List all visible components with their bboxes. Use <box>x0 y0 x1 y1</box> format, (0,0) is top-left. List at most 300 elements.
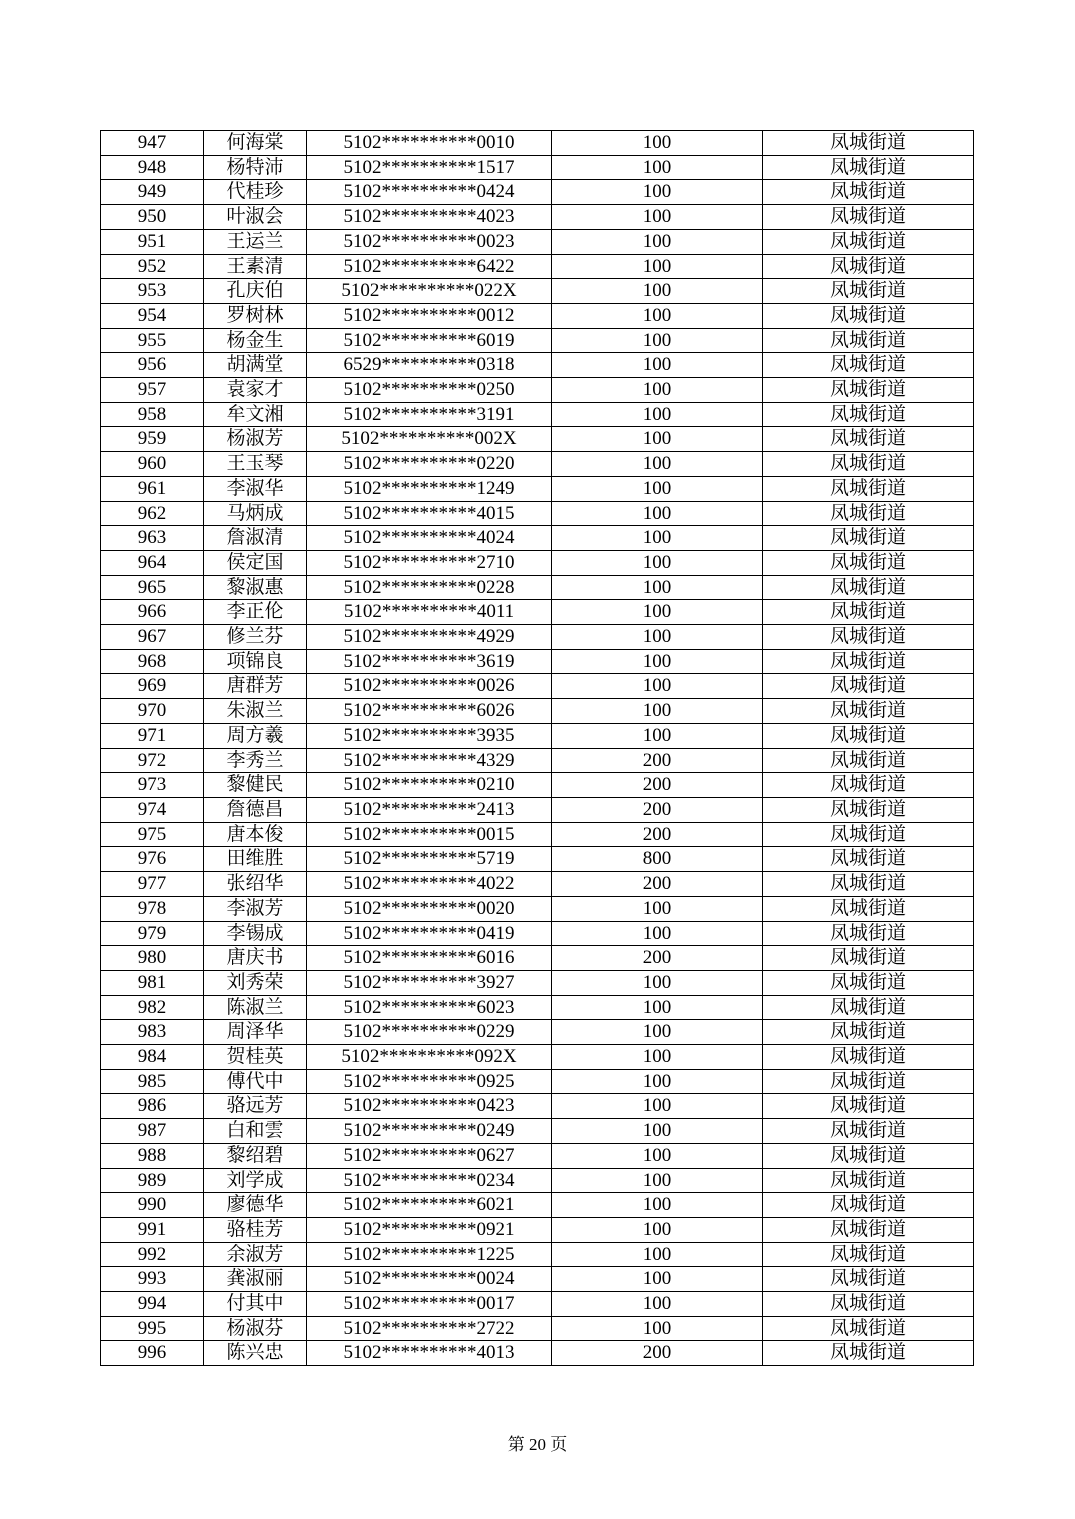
table-row <box>101 131 974 156</box>
name-cell: 王运兰 <box>204 229 307 254</box>
amount-cell: 100 <box>552 1316 763 1341</box>
table-row <box>101 872 974 897</box>
street-cell: 凤城街道 <box>763 550 974 575</box>
id-number-cell: 5102**********4022 <box>307 872 552 897</box>
row-number-cell: 961 <box>101 476 204 501</box>
street-cell: 凤城街道 <box>763 1119 974 1144</box>
amount-cell: 100 <box>552 526 763 551</box>
amount-cell: 100 <box>552 896 763 921</box>
table-row <box>101 452 974 477</box>
row-number-cell: 971 <box>101 723 204 748</box>
table-row <box>101 723 974 748</box>
name-cell: 骆桂芳 <box>204 1217 307 1242</box>
name-cell: 张绍华 <box>204 872 307 897</box>
id-number-cell: 5102**********2722 <box>307 1316 552 1341</box>
amount-cell: 100 <box>552 254 763 279</box>
table-row <box>101 279 974 304</box>
table-row <box>101 1069 974 1094</box>
street-cell: 凤城街道 <box>763 773 974 798</box>
amount-cell: 200 <box>552 797 763 822</box>
name-cell: 唐庆书 <box>204 946 307 971</box>
id-number-cell: 5102**********0234 <box>307 1168 552 1193</box>
id-number-cell: 5102**********4023 <box>307 205 552 230</box>
name-cell: 陈淑兰 <box>204 995 307 1020</box>
id-number-cell: 5102**********4015 <box>307 501 552 526</box>
amount-cell: 100 <box>552 155 763 180</box>
amount-cell: 200 <box>552 946 763 971</box>
table-row <box>101 921 974 946</box>
table-row <box>101 1020 974 1045</box>
row-number-cell: 985 <box>101 1069 204 1094</box>
id-number-cell: 5102**********0024 <box>307 1267 552 1292</box>
table-row <box>101 1341 974 1366</box>
name-cell: 唐本俊 <box>204 822 307 847</box>
row-number-cell: 976 <box>101 847 204 872</box>
name-cell: 詹德昌 <box>204 797 307 822</box>
row-number-cell: 975 <box>101 822 204 847</box>
id-number-cell: 5102**********3619 <box>307 649 552 674</box>
table-row <box>101 550 974 575</box>
table-row <box>101 229 974 254</box>
amount-cell: 100 <box>552 1217 763 1242</box>
table-row <box>101 797 974 822</box>
street-cell: 凤城街道 <box>763 921 974 946</box>
name-cell: 杨特沛 <box>204 155 307 180</box>
table-row <box>101 1217 974 1242</box>
table-row <box>101 155 974 180</box>
id-number-cell: 5102**********3935 <box>307 723 552 748</box>
street-cell: 凤城街道 <box>763 131 974 156</box>
amount-cell: 200 <box>552 773 763 798</box>
table-row <box>101 1143 974 1168</box>
name-cell: 朱淑兰 <box>204 699 307 724</box>
row-number-cell: 959 <box>101 427 204 452</box>
street-cell: 凤城街道 <box>763 229 974 254</box>
id-number-cell: 5102**********0010 <box>307 131 552 156</box>
table-row <box>101 995 974 1020</box>
street-cell: 凤城街道 <box>763 1267 974 1292</box>
id-number-cell: 5102**********6019 <box>307 328 552 353</box>
name-cell: 周方羲 <box>204 723 307 748</box>
row-number-cell: 949 <box>101 180 204 205</box>
amount-cell: 100 <box>552 674 763 699</box>
name-cell: 田维胜 <box>204 847 307 872</box>
row-number-cell: 958 <box>101 402 204 427</box>
street-cell: 凤城街道 <box>763 649 974 674</box>
table-row <box>101 1316 974 1341</box>
amount-cell: 100 <box>552 625 763 650</box>
street-cell: 凤城街道 <box>763 427 974 452</box>
name-cell: 孔庆伯 <box>204 279 307 304</box>
row-number-cell: 948 <box>101 155 204 180</box>
street-cell: 凤城街道 <box>763 748 974 773</box>
id-number-cell: 6529**********0318 <box>307 353 552 378</box>
id-number-cell: 5102**********3191 <box>307 402 552 427</box>
street-cell: 凤城街道 <box>763 1143 974 1168</box>
id-number-cell: 5102**********0228 <box>307 575 552 600</box>
table-row <box>101 1242 974 1267</box>
amount-cell: 100 <box>552 550 763 575</box>
row-number-cell: 954 <box>101 303 204 328</box>
amount-cell: 100 <box>552 921 763 946</box>
name-cell: 贺桂英 <box>204 1045 307 1070</box>
table-row <box>101 625 974 650</box>
row-number-cell: 986 <box>101 1094 204 1119</box>
row-number-cell: 977 <box>101 872 204 897</box>
street-cell: 凤城街道 <box>763 1316 974 1341</box>
table-row <box>101 1193 974 1218</box>
street-cell: 凤城街道 <box>763 896 974 921</box>
row-number-cell: 987 <box>101 1119 204 1144</box>
id-number-cell: 5102**********0419 <box>307 921 552 946</box>
name-cell: 黎淑惠 <box>204 575 307 600</box>
street-cell: 凤城街道 <box>763 822 974 847</box>
name-cell: 王玉琴 <box>204 452 307 477</box>
street-cell: 凤城街道 <box>763 797 974 822</box>
name-cell: 李淑芳 <box>204 896 307 921</box>
row-number-cell: 996 <box>101 1341 204 1366</box>
street-cell: 凤城街道 <box>763 1045 974 1070</box>
name-cell: 王素清 <box>204 254 307 279</box>
table-row <box>101 180 974 205</box>
street-cell: 凤城街道 <box>763 328 974 353</box>
row-number-cell: 988 <box>101 1143 204 1168</box>
name-cell: 黎绍碧 <box>204 1143 307 1168</box>
row-number-cell: 974 <box>101 797 204 822</box>
row-number-cell: 970 <box>101 699 204 724</box>
street-cell: 凤城街道 <box>763 452 974 477</box>
id-number-cell: 5102**********0921 <box>307 1217 552 1242</box>
name-cell: 刘学成 <box>204 1168 307 1193</box>
table-row <box>101 699 974 724</box>
table-row <box>101 970 974 995</box>
street-cell: 凤城街道 <box>763 526 974 551</box>
row-number-cell: 981 <box>101 970 204 995</box>
table-row <box>101 402 974 427</box>
name-cell: 周泽华 <box>204 1020 307 1045</box>
amount-cell: 100 <box>552 402 763 427</box>
row-number-cell: 963 <box>101 526 204 551</box>
amount-cell: 100 <box>552 970 763 995</box>
row-number-cell: 984 <box>101 1045 204 1070</box>
amount-cell: 100 <box>552 476 763 501</box>
id-number-cell: 5102**********0017 <box>307 1292 552 1317</box>
amount-cell: 100 <box>552 205 763 230</box>
name-cell: 唐群芳 <box>204 674 307 699</box>
street-cell: 凤城街道 <box>763 501 974 526</box>
amount-cell: 100 <box>552 229 763 254</box>
street-cell: 凤城街道 <box>763 872 974 897</box>
amount-cell: 100 <box>552 452 763 477</box>
street-cell: 凤城街道 <box>763 1341 974 1366</box>
amount-cell: 100 <box>552 1119 763 1144</box>
id-number-cell: 5102**********4011 <box>307 600 552 625</box>
id-number-cell: 5102**********0220 <box>307 452 552 477</box>
id-number-cell: 5102**********002X <box>307 427 552 452</box>
table-row <box>101 896 974 921</box>
row-number-cell: 966 <box>101 600 204 625</box>
street-cell: 凤城街道 <box>763 575 974 600</box>
id-number-cell: 5102**********6021 <box>307 1193 552 1218</box>
amount-cell: 100 <box>552 575 763 600</box>
name-cell: 杨金生 <box>204 328 307 353</box>
table-row <box>101 1168 974 1193</box>
table-row <box>101 254 974 279</box>
row-number-cell: 967 <box>101 625 204 650</box>
row-number-cell: 983 <box>101 1020 204 1045</box>
street-cell: 凤城街道 <box>763 1242 974 1267</box>
id-number-cell: 5102**********0627 <box>307 1143 552 1168</box>
street-cell: 凤城街道 <box>763 970 974 995</box>
name-cell: 刘秀荣 <box>204 970 307 995</box>
id-number-cell: 5102**********4013 <box>307 1341 552 1366</box>
table-row <box>101 600 974 625</box>
amount-cell: 100 <box>552 649 763 674</box>
name-cell: 廖德华 <box>204 1193 307 1218</box>
amount-cell: 100 <box>552 353 763 378</box>
row-number-cell: 992 <box>101 1242 204 1267</box>
name-cell: 代桂珍 <box>204 180 307 205</box>
id-number-cell: 5102**********022X <box>307 279 552 304</box>
row-number-cell: 982 <box>101 995 204 1020</box>
row-number-cell: 964 <box>101 550 204 575</box>
street-cell: 凤城街道 <box>763 1069 974 1094</box>
street-cell: 凤城街道 <box>763 180 974 205</box>
row-number-cell: 965 <box>101 575 204 600</box>
id-number-cell: 5102**********0250 <box>307 378 552 403</box>
name-cell: 骆远芳 <box>204 1094 307 1119</box>
id-number-cell: 5102**********0249 <box>307 1119 552 1144</box>
table-row <box>101 476 974 501</box>
table-row <box>101 353 974 378</box>
name-cell: 马炳成 <box>204 501 307 526</box>
id-number-cell: 5102**********0424 <box>307 180 552 205</box>
amount-cell: 100 <box>552 600 763 625</box>
id-number-cell: 5102**********1517 <box>307 155 552 180</box>
street-cell: 凤城街道 <box>763 946 974 971</box>
id-number-cell: 5102**********2413 <box>307 797 552 822</box>
amount-cell: 100 <box>552 1045 763 1070</box>
table-row <box>101 205 974 230</box>
row-number-cell: 980 <box>101 946 204 971</box>
name-cell: 叶淑会 <box>204 205 307 230</box>
row-number-cell: 951 <box>101 229 204 254</box>
name-cell: 付其中 <box>204 1292 307 1317</box>
amount-cell: 100 <box>552 501 763 526</box>
id-number-cell: 5102**********6016 <box>307 946 552 971</box>
table-row <box>101 847 974 872</box>
table-row <box>101 427 974 452</box>
id-number-cell: 5102**********2710 <box>307 550 552 575</box>
amount-cell: 200 <box>552 748 763 773</box>
street-cell: 凤城街道 <box>763 279 974 304</box>
street-cell: 凤城街道 <box>763 1168 974 1193</box>
amount-cell: 100 <box>552 1020 763 1045</box>
id-number-cell: 5102**********0015 <box>307 822 552 847</box>
id-number-cell: 5102**********4329 <box>307 748 552 773</box>
table-row <box>101 1292 974 1317</box>
street-cell: 凤城街道 <box>763 1193 974 1218</box>
street-cell: 凤城街道 <box>763 1292 974 1317</box>
row-number-cell: 979 <box>101 921 204 946</box>
table-row <box>101 1094 974 1119</box>
name-cell: 牟文湘 <box>204 402 307 427</box>
table-body <box>101 131 974 1366</box>
street-cell: 凤城街道 <box>763 1217 974 1242</box>
row-number-cell: 947 <box>101 131 204 156</box>
row-number-cell: 969 <box>101 674 204 699</box>
row-number-cell: 995 <box>101 1316 204 1341</box>
amount-cell: 200 <box>552 822 763 847</box>
id-number-cell: 5102**********6422 <box>307 254 552 279</box>
amount-cell: 100 <box>552 180 763 205</box>
row-number-cell: 990 <box>101 1193 204 1218</box>
amount-cell: 100 <box>552 328 763 353</box>
id-number-cell: 5102**********092X <box>307 1045 552 1070</box>
table-row <box>101 773 974 798</box>
id-number-cell: 5102**********1249 <box>307 476 552 501</box>
row-number-cell: 960 <box>101 452 204 477</box>
amount-cell: 100 <box>552 1094 763 1119</box>
name-cell: 陈兴忠 <box>204 1341 307 1366</box>
name-cell: 修兰芬 <box>204 625 307 650</box>
row-number-cell: 978 <box>101 896 204 921</box>
amount-cell: 100 <box>552 279 763 304</box>
name-cell: 李正伦 <box>204 600 307 625</box>
street-cell: 凤城街道 <box>763 155 974 180</box>
row-number-cell: 994 <box>101 1292 204 1317</box>
street-cell: 凤城街道 <box>763 205 974 230</box>
table-row <box>101 674 974 699</box>
amount-cell: 100 <box>552 723 763 748</box>
name-cell: 袁家才 <box>204 378 307 403</box>
name-cell: 李秀兰 <box>204 748 307 773</box>
row-number-cell: 991 <box>101 1217 204 1242</box>
street-cell: 凤城街道 <box>763 625 974 650</box>
row-number-cell: 962 <box>101 501 204 526</box>
amount-cell: 100 <box>552 378 763 403</box>
table-row <box>101 822 974 847</box>
table-row <box>101 946 974 971</box>
table-row <box>101 303 974 328</box>
id-number-cell: 5102**********0925 <box>307 1069 552 1094</box>
id-number-cell: 5102**********0020 <box>307 896 552 921</box>
name-cell: 杨淑芳 <box>204 427 307 452</box>
id-number-cell: 5102**********1225 <box>307 1242 552 1267</box>
name-cell: 罗树林 <box>204 303 307 328</box>
table-row <box>101 1267 974 1292</box>
name-cell: 李淑华 <box>204 476 307 501</box>
id-number-cell: 5102**********0210 <box>307 773 552 798</box>
street-cell: 凤城街道 <box>763 303 974 328</box>
amount-cell: 100 <box>552 1168 763 1193</box>
name-cell: 詹淑清 <box>204 526 307 551</box>
id-number-cell: 5102**********6023 <box>307 995 552 1020</box>
amount-cell: 100 <box>552 427 763 452</box>
street-cell: 凤城街道 <box>763 476 974 501</box>
table-row <box>101 1045 974 1070</box>
amount-cell: 100 <box>552 1069 763 1094</box>
street-cell: 凤城街道 <box>763 995 974 1020</box>
amount-cell: 100 <box>552 1267 763 1292</box>
row-number-cell: 993 <box>101 1267 204 1292</box>
amount-cell: 800 <box>552 847 763 872</box>
amount-cell: 100 <box>552 303 763 328</box>
name-cell: 项锦良 <box>204 649 307 674</box>
row-number-cell: 972 <box>101 748 204 773</box>
id-number-cell: 5102**********0012 <box>307 303 552 328</box>
data-table <box>100 130 974 1366</box>
id-number-cell: 5102**********3927 <box>307 970 552 995</box>
table-row <box>101 526 974 551</box>
amount-cell: 100 <box>552 1242 763 1267</box>
street-cell: 凤城街道 <box>763 674 974 699</box>
amount-cell: 100 <box>552 1143 763 1168</box>
id-number-cell: 5102**********5719 <box>307 847 552 872</box>
street-cell: 凤城街道 <box>763 1094 974 1119</box>
amount-cell: 100 <box>552 131 763 156</box>
amount-cell: 200 <box>552 872 763 897</box>
amount-cell: 200 <box>552 1341 763 1366</box>
name-cell: 余淑芳 <box>204 1242 307 1267</box>
row-number-cell: 956 <box>101 353 204 378</box>
street-cell: 凤城街道 <box>763 699 974 724</box>
table-row <box>101 328 974 353</box>
row-number-cell: 950 <box>101 205 204 230</box>
name-cell: 傅代中 <box>204 1069 307 1094</box>
amount-cell: 100 <box>552 699 763 724</box>
table-row <box>101 1119 974 1144</box>
page-number: 第 20 页 <box>507 1435 568 1454</box>
id-number-cell: 5102**********0023 <box>307 229 552 254</box>
table-row <box>101 575 974 600</box>
table-row <box>101 378 974 403</box>
name-cell: 杨淑芬 <box>204 1316 307 1341</box>
name-cell: 龚淑丽 <box>204 1267 307 1292</box>
name-cell: 何海棠 <box>204 131 307 156</box>
street-cell: 凤城街道 <box>763 254 974 279</box>
name-cell: 黎健民 <box>204 773 307 798</box>
amount-cell: 100 <box>552 1193 763 1218</box>
row-number-cell: 953 <box>101 279 204 304</box>
table-row <box>101 501 974 526</box>
id-number-cell: 5102**********0229 <box>307 1020 552 1045</box>
street-cell: 凤城街道 <box>763 847 974 872</box>
row-number-cell: 957 <box>101 378 204 403</box>
id-number-cell: 5102**********0423 <box>307 1094 552 1119</box>
table-row <box>101 649 974 674</box>
row-number-cell: 989 <box>101 1168 204 1193</box>
street-cell: 凤城街道 <box>763 353 974 378</box>
id-number-cell: 5102**********4929 <box>307 625 552 650</box>
name-cell: 胡满堂 <box>204 353 307 378</box>
row-number-cell: 952 <box>101 254 204 279</box>
amount-cell: 100 <box>552 1292 763 1317</box>
street-cell: 凤城街道 <box>763 1020 974 1045</box>
row-number-cell: 973 <box>101 773 204 798</box>
street-cell: 凤城街道 <box>763 402 974 427</box>
name-cell: 白和雲 <box>204 1119 307 1144</box>
id-number-cell: 5102**********4024 <box>307 526 552 551</box>
row-number-cell: 968 <box>101 649 204 674</box>
street-cell: 凤城街道 <box>763 600 974 625</box>
street-cell: 凤城街道 <box>763 378 974 403</box>
amount-cell: 100 <box>552 995 763 1020</box>
row-number-cell: 955 <box>101 328 204 353</box>
name-cell: 李锡成 <box>204 921 307 946</box>
name-cell: 侯定国 <box>204 550 307 575</box>
id-number-cell: 5102**********0026 <box>307 674 552 699</box>
